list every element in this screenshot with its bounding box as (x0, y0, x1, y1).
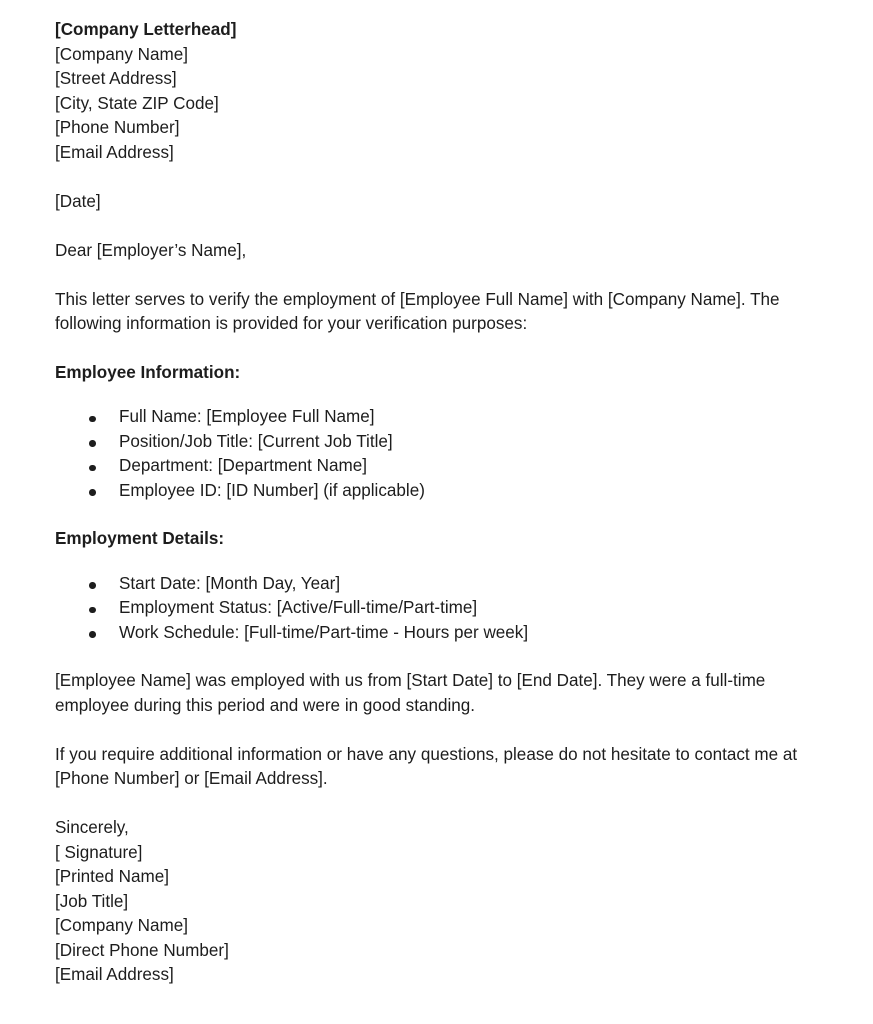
list-item-label: Employee ID: [ID Number] (if applicable) (119, 480, 425, 500)
bullet-dot-icon (89, 489, 96, 496)
list-item-label: Position/Job Title: [Current Job Title] (119, 431, 393, 451)
spacer (55, 385, 813, 405)
employee-information-list (55, 405, 813, 503)
letterhead-phone-number: [Phone Number] (55, 118, 180, 137)
employment-details-list (55, 572, 813, 646)
bullet-dot-icon (89, 582, 96, 589)
letterhead-block (55, 18, 813, 165)
spacer (55, 718, 813, 743)
spacer (55, 552, 813, 572)
letterhead-street-address: [Street Address] (55, 69, 177, 88)
bullet-dot-icon (89, 465, 96, 472)
list-item (55, 454, 813, 479)
bullet-dot-icon (89, 416, 96, 423)
list-item-label: Start Date: [Month Day, Year] (119, 573, 341, 593)
employment-history-paragraph: [Employee Name] was employed with us from [Start Date] to [End Date]. They were a full-time employee during this period and were in good standing. (55, 671, 771, 715)
list-item (55, 572, 813, 597)
spacer (55, 645, 813, 669)
intro-paragraph: This letter serves to verify the employment of [Employee Full Name] with [Company Name]. The following information is provided for your verification purposes: (55, 289, 785, 333)
spacer (55, 214, 813, 239)
spacer (55, 165, 813, 190)
list-item (55, 430, 813, 455)
letterhead-title: [Company Letterhead] (55, 20, 237, 39)
bullet-dot-icon (89, 607, 96, 614)
closing-company-name: [Company Name] (55, 916, 189, 935)
list-item (55, 405, 813, 430)
salutation: Dear [Employer’s Name], (55, 240, 247, 260)
closing-block (55, 816, 813, 988)
list-item-label: Department: [Department Name] (119, 456, 367, 475)
closing-direct-phone-number: [Direct Phone Number] (55, 940, 229, 960)
spacer (55, 792, 813, 817)
bullet-dot-icon (89, 440, 96, 447)
list-item (55, 479, 813, 504)
closing-email-address: [Email Address] (55, 965, 174, 984)
closing-job-title: [Job Title] (55, 891, 129, 911)
list-item-label: Full Name: [Employee Full Name] (119, 407, 375, 426)
spacer (55, 263, 813, 288)
closing-salutation: Sincerely, (55, 818, 129, 837)
letterhead-city-state-zip: [City, State ZIP Code] (55, 93, 219, 113)
spacer (55, 503, 813, 527)
closing-signature: [ Signature] (55, 842, 143, 862)
letterhead-company-name: [Company Name] (55, 44, 189, 64)
letter-body (55, 18, 813, 988)
employee-information-heading: Employee Information: (55, 362, 241, 382)
closing-printed-name: [Printed Name] (55, 867, 170, 886)
spacer (55, 337, 813, 361)
letter-date: [Date] (55, 191, 101, 211)
contact-paragraph: If you require additional information or have any questions, please do not hesitate to contact me at [Phone Number] or [Email Address]. (55, 744, 802, 788)
list-item-label: Work Schedule: [Full-time/Part-time - Hours per week] (119, 622, 529, 642)
letterhead-email-address: [Email Address] (55, 142, 174, 162)
list-item (55, 596, 813, 621)
bullet-dot-icon (89, 631, 96, 638)
list-item-label: Employment Status: [Active/Full-time/Part-time] (119, 598, 478, 617)
employment-details-heading: Employment Details: (55, 529, 225, 548)
list-item (55, 621, 813, 646)
